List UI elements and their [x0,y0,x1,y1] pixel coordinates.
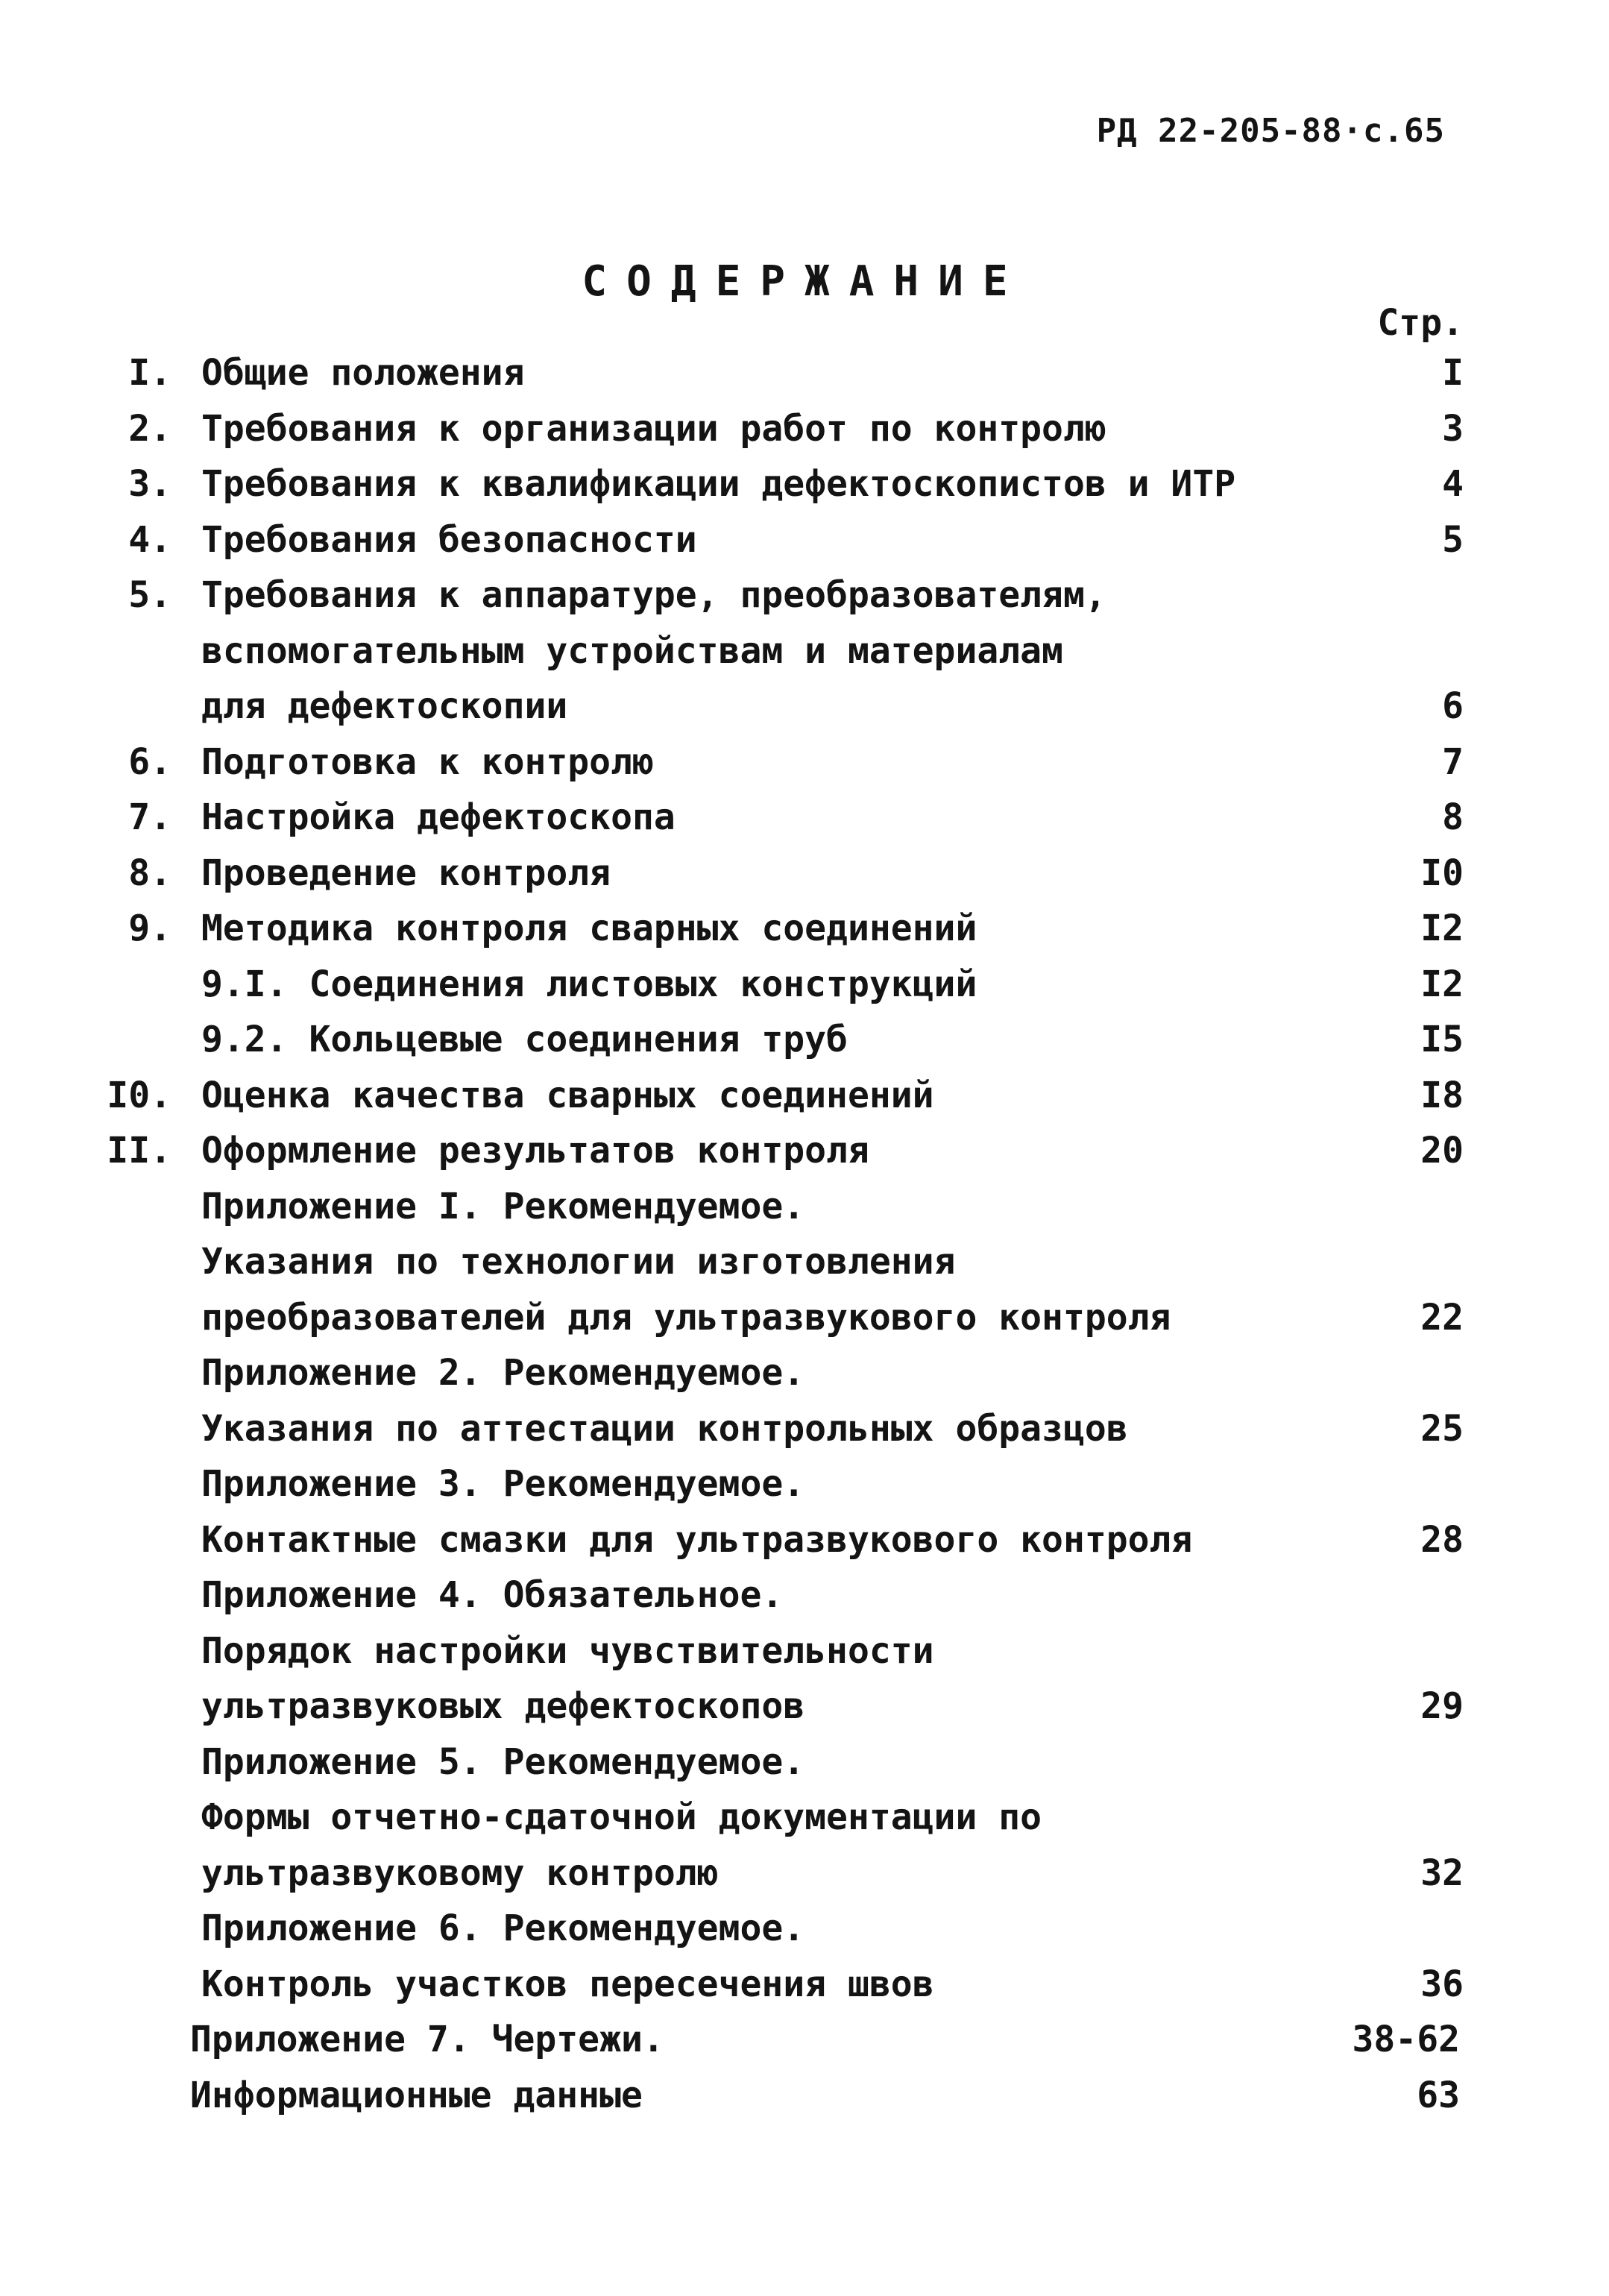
toc-row [0,901,1609,957]
toc-number: 8. [128,852,171,894]
toc-page: I0 [1420,852,1464,894]
toc-page: 6 [1442,685,1464,727]
toc-title: Указания по аттестации контрольных образцов [201,1407,1128,1450]
toc-page: 22 [1420,1296,1464,1339]
toc-row [0,679,1609,735]
toc-title: Методика контроля сварных соединений [201,908,977,949]
toc-row [0,1846,1609,1902]
toc-page: 25 [1420,1407,1464,1450]
toc-row [0,735,1609,790]
toc-page: 38-62 [1352,2019,1460,2060]
toc-title: Оформление результатов контроля [201,1130,869,1171]
toc-number: 5. [128,574,171,616]
toc-title: Формы отчетно-сдаточной документации по [201,1796,1042,1838]
toc-row [0,456,1609,512]
toc-row [0,1957,1609,2013]
toc-row [0,2012,1609,2068]
toc-page: 7 [1442,740,1464,783]
toc-title: Приложение I. Рекомендуемое. [201,1185,805,1227]
page-column-label: Стр. [1377,302,1464,344]
toc-number: 9. [128,908,171,949]
toc-page: I2 [1420,963,1464,1005]
toc-row [0,1290,1609,1346]
toc-title: 9.2. Кольцевые соединения труб [201,1019,848,1060]
toc-page: 29 [1420,1685,1464,1727]
document-reference: РД 22-205-88·с.65 [1096,112,1445,150]
toc-row [0,1623,1609,1679]
toc-row [0,1179,1609,1235]
toc-title: Приложение 2. Рекомендуемое. [201,1352,805,1394]
toc-row [0,512,1609,568]
toc-page: 28 [1420,1518,1464,1561]
toc-page: 8 [1442,796,1464,838]
toc-row [0,1901,1609,1957]
toc-row [0,1679,1609,1734]
toc-row [0,1012,1609,1068]
toc-page: 4 [1442,463,1464,505]
toc-row [0,1567,1609,1623]
toc-row [0,1512,1609,1568]
toc-title: ультразвуковых дефектоскопов [201,1685,805,1727]
page-title: СОДЕРЖАНИЕ [582,257,1027,306]
toc-title: Настройка дефектоскопа [201,796,676,838]
toc-row [0,1401,1609,1457]
toc-title: преобразователей для ультразвукового контроля [201,1296,1171,1339]
toc-title: Оценка качества сварных соединений [201,1074,934,1116]
toc-title: Приложение 5. Рекомендуемое. [201,1740,805,1783]
toc-row [0,1734,1609,1790]
toc-page: 36 [1420,1963,1464,2005]
toc-title: ультразвуковому контролю [201,1852,719,1894]
toc-title: 9.I. Соединения листовых конструкций [201,963,977,1005]
toc-row [0,790,1609,846]
toc-row [0,1456,1609,1512]
toc-title: Порядок настройки чувствительности [201,1629,934,1672]
toc-page: I [1442,352,1464,394]
toc-title: Контактные смазки для ультразвукового контроля [201,1518,1193,1561]
toc-page: 3 [1442,407,1464,450]
toc-page: 32 [1420,1852,1464,1894]
toc-page: 63 [1417,2074,1460,2116]
toc-number: 7. [128,796,171,838]
toc-number: II. [107,1130,171,1171]
toc-title: Контроль участков пересечения швов [201,1963,934,2005]
toc-page: I2 [1420,908,1464,949]
toc-row [0,1345,1609,1401]
toc-title: Требования к организации работ по контролю [201,407,1106,450]
toc-row [0,957,1609,1013]
toc-title: Подготовка к контролю [201,740,654,783]
toc-number: 3. [128,463,171,505]
toc-title: Приложение 6. Рекомендуемое. [201,1907,805,1949]
toc-number: 4. [128,518,171,561]
toc-title: Приложение 7. Чертежи. [190,2019,664,2060]
toc-row [0,1790,1609,1846]
toc-page: I8 [1420,1074,1464,1116]
toc-row [0,846,1609,902]
toc-row [0,1123,1609,1179]
table-of-contents [0,345,1609,2123]
toc-row [0,623,1609,679]
toc-number: 2. [128,407,171,450]
toc-row [0,2068,1609,2124]
toc-title: Требования к квалификации дефектоскопистов и ИТР [201,463,1236,505]
toc-row [0,345,1609,401]
toc-number: I. [128,352,171,394]
toc-row [0,567,1609,623]
toc-title: вспомогательным устройствам и материалам [201,629,1063,672]
toc-number: I0. [107,1074,171,1116]
toc-title: Общие положения [201,352,525,394]
toc-title: Приложение 3. Рекомендуемое. [201,1463,805,1505]
toc-row [0,1068,1609,1124]
toc-title: Требования к аппаратуре, преобразователям, [201,574,1106,616]
toc-title: Проведение контроля [201,852,611,894]
toc-title: Указания по технологии изготовления [201,1241,956,1283]
toc-page: 5 [1442,518,1464,561]
toc-page: I5 [1420,1019,1464,1060]
toc-title: Приложение 4. Обязательное. [201,1574,784,1616]
toc-page: 20 [1420,1130,1464,1171]
toc-title: Требования безопасности [201,518,697,561]
toc-row [0,1234,1609,1290]
toc-row [0,401,1609,457]
toc-number: 6. [128,740,171,783]
toc-title: Информационные данные [190,2074,643,2116]
toc-title: для дефектоскопии [201,685,568,727]
